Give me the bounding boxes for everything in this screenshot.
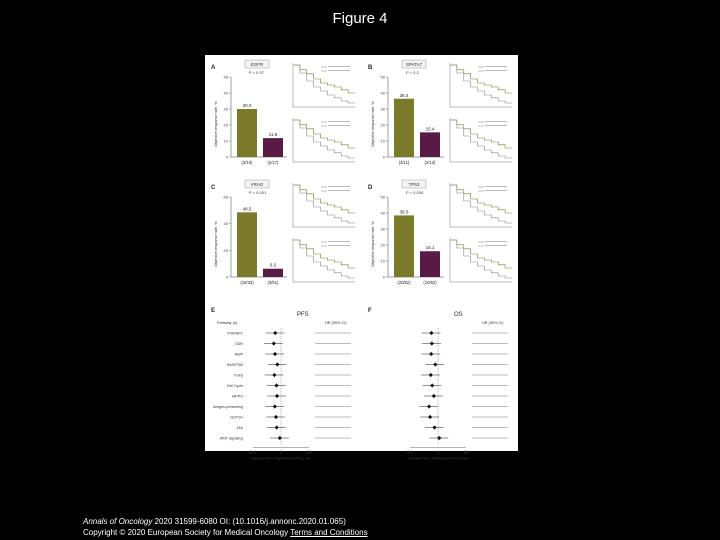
y-tick-label: 20 — [223, 122, 228, 128]
forest-row-label: PI3K/AKT — [227, 331, 243, 336]
forest-hr-text-placeholder — [315, 427, 351, 428]
forest-foot-left: Favours PD-L1 high — [408, 456, 439, 461]
citation — [83, 517, 346, 526]
figure-4 — [205, 55, 518, 461]
figure-graphics — [205, 55, 518, 461]
gene-label: SPATA7 — [405, 62, 423, 67]
gene-label: EGFR — [250, 62, 264, 67]
km-curve — [450, 120, 512, 148]
km-legend-text-placeholder — [485, 241, 507, 242]
bar-value-label: 38.5 — [399, 209, 409, 215]
p-value: P = 0.001 — [249, 190, 267, 195]
forest-hr-text-placeholder — [472, 385, 508, 386]
forest-hr-text-placeholder — [472, 406, 508, 407]
bar-value-label: 36.4 — [399, 92, 409, 98]
forest-point — [274, 415, 278, 419]
copyright — [83, 528, 368, 537]
bar — [237, 109, 257, 157]
forest-hr-text-placeholder — [472, 375, 508, 376]
forest-hr-text-placeholder — [472, 364, 508, 365]
km-legend-text-placeholder — [485, 186, 507, 187]
forest-row-label: Cell Cycle — [226, 384, 243, 388]
y-tick-label: 0 — [382, 274, 385, 280]
bar-n-label: (20/52) — [397, 280, 411, 285]
km-legend-text-placeholder — [485, 70, 507, 71]
bar-n-label: (16/33) — [240, 280, 254, 285]
forest-point — [429, 352, 433, 356]
y-tick-label: 30 — [380, 226, 385, 232]
terms-link[interactable]: Terms and Conditions — [290, 528, 368, 537]
forest-point — [273, 404, 277, 408]
forest-header-right: HR (95% CI) — [325, 321, 347, 325]
forest-hr-text-placeholder — [472, 438, 508, 439]
y-axis-label: Objective response rate, % — [214, 221, 218, 267]
forest-axis-label: 0.1 — [406, 449, 414, 455]
bar-value-label: 15.4 — [425, 126, 435, 132]
forest-row-label: RAS/PI3K — [226, 363, 243, 367]
forest-hr-text-placeholder — [472, 343, 508, 344]
km-legend-text-placeholder — [328, 245, 350, 246]
forest-point — [273, 331, 277, 335]
km-legend-text-placeholder — [485, 190, 507, 191]
km-curve — [450, 240, 512, 268]
panel-letter: D — [368, 185, 373, 191]
forest-point — [275, 425, 279, 429]
forest-point — [272, 373, 276, 377]
bar — [394, 215, 414, 277]
forest-point — [430, 383, 434, 387]
km-legend-text-placeholder — [328, 70, 350, 71]
forest-row-label: DDR — [235, 342, 243, 346]
km-legend-text-placeholder — [328, 241, 350, 242]
y-tick-label: 20 — [380, 122, 385, 128]
forest-hr-text-placeholder — [315, 417, 351, 418]
forest-point — [427, 404, 431, 408]
forest-hr-text-placeholder — [472, 354, 508, 355]
km-curve — [293, 120, 355, 148]
bar — [263, 269, 283, 277]
forest-hr-text-placeholder — [315, 406, 351, 407]
forest-row-label: TGFβ — [233, 373, 243, 378]
km-legend-text-placeholder — [328, 190, 350, 191]
y-tick-label: 30 — [380, 106, 385, 112]
bar-value-label: 30.0 — [242, 103, 252, 108]
y-tick-label: 50 — [380, 194, 385, 200]
forest-point — [274, 383, 278, 387]
y-tick-label: 50 — [223, 74, 228, 80]
forest-row-label: WNT signaling — [219, 436, 243, 441]
km-curve — [293, 185, 355, 213]
journal-name: Annals of Oncology — [83, 517, 153, 526]
bar — [420, 251, 440, 277]
bar — [237, 212, 257, 277]
bar — [263, 138, 283, 157]
km-legend-text-placeholder — [328, 125, 350, 126]
forest-row-label: Antigen-presenting — [212, 405, 243, 409]
bar-n-label: (2/17) — [267, 160, 279, 165]
forest-axis-label: 1 — [279, 449, 283, 455]
forest-hr-text-placeholder — [315, 333, 351, 334]
y-tick-label: 40 — [223, 90, 228, 96]
forest-hr-text-placeholder — [472, 333, 508, 334]
forest-axis-label: 0.1 — [249, 449, 257, 455]
p-value: P = 0.2 — [406, 70, 419, 75]
forest-hr-text-placeholder — [472, 396, 508, 397]
y-tick-label: 50 — [380, 74, 385, 80]
bar — [394, 99, 414, 157]
forest-hr-text-placeholder — [315, 385, 351, 386]
km-legend-text-placeholder — [485, 121, 507, 122]
y-tick-label: 60 — [223, 194, 228, 200]
y-axis-label: Objective response rate, % — [371, 221, 375, 267]
forest-point — [278, 436, 282, 440]
km-curve — [450, 185, 512, 213]
km-legend-text-placeholder — [328, 121, 350, 122]
y-tick-label: 40 — [380, 210, 385, 216]
panel-letter: E — [211, 308, 216, 314]
forest-foot-right: Favours PD-L1 low — [281, 456, 311, 461]
forest-hr-text-placeholder — [315, 343, 351, 344]
forest-point — [429, 373, 433, 377]
gene-label: TP53 — [408, 182, 420, 187]
forest-axis-label: 10 — [463, 449, 469, 455]
y-tick-label: 10 — [380, 138, 385, 144]
y-tick-label: 0 — [225, 274, 228, 280]
forest-point — [275, 394, 279, 398]
bar-value-label: 11.8 — [268, 132, 278, 138]
forest-hr-text-placeholder — [315, 396, 351, 397]
forest-point — [273, 352, 277, 356]
forest-point — [272, 341, 276, 345]
y-tick-label: 20 — [380, 242, 385, 248]
panel-letter: A — [211, 65, 216, 71]
forest-row-label: JAK — [236, 426, 243, 430]
km-legend-text-placeholder — [485, 125, 507, 126]
citation-details: 2020 31599-6080 OI: (10.1016/j.annonc.2020.01.065) — [152, 517, 346, 526]
panel-letter: C — [211, 185, 216, 191]
y-axis-label: Objective response rate, % — [214, 101, 218, 147]
bar-n-label: (2/13) — [424, 160, 436, 165]
forest-point — [275, 362, 279, 366]
forest-point — [433, 362, 437, 366]
y-tick-label: 40 — [223, 221, 228, 227]
slide-title: Figure 4 — [332, 10, 388, 27]
forest-row-label: RB/P — [234, 352, 243, 357]
bar-value-label: 6.2 — [269, 262, 277, 268]
forest-hr-text-placeholder — [472, 427, 508, 428]
copyright-text: Copyright © 2020 European Society for Medical Oncology — [83, 528, 291, 537]
forest-axis-label: 10 — [306, 449, 312, 455]
y-tick-label: 10 — [223, 138, 228, 144]
y-axis-label: Objective response rate, % — [371, 101, 375, 147]
y-tick-label: 40 — [380, 90, 385, 96]
km-curve — [293, 240, 355, 268]
y-tick-label: 20 — [223, 247, 228, 253]
km-curve — [293, 65, 355, 93]
km-curve — [450, 65, 512, 93]
forest-point — [437, 436, 441, 440]
y-tick-label: 10 — [380, 258, 385, 264]
bar-n-label: (10/62) — [423, 280, 437, 285]
forest-header-left: Pathway (n) — [217, 321, 238, 325]
y-tick-label: 0 — [382, 154, 385, 160]
forest-hr-text-placeholder — [315, 375, 351, 376]
bar-n-label: (3/51) — [267, 280, 279, 285]
bar-value-label: 48.5 — [242, 206, 252, 212]
forest-title: PFS — [297, 312, 309, 318]
y-tick-label: 0 — [225, 154, 228, 160]
forest-foot-right: Favours PD-L1 low — [438, 456, 468, 461]
forest-title: OS — [454, 312, 463, 318]
forest-point — [430, 341, 434, 345]
forest-point — [428, 415, 432, 419]
forest-foot-left: Favours PD-L1 high — [251, 456, 282, 461]
y-tick-label: 30 — [223, 106, 228, 112]
forest-axis-label: 1 — [436, 449, 440, 455]
forest-row-label: HIPPO — [231, 394, 243, 399]
km-legend-text-placeholder — [485, 66, 507, 67]
bar-value-label: 16.1 — [425, 245, 435, 251]
forest-point — [432, 394, 436, 398]
bar-n-label: (3/10) — [241, 160, 253, 165]
forest-point — [429, 331, 433, 335]
forest-hr-text-placeholder — [315, 364, 351, 365]
forest-hr-text-placeholder — [472, 417, 508, 418]
km-legend-text-placeholder — [328, 186, 350, 187]
km-legend-text-placeholder — [328, 66, 350, 67]
forest-point — [432, 425, 436, 429]
km-legend-text-placeholder — [485, 245, 507, 246]
panel-letter: F — [368, 308, 372, 314]
p-value: P = 0.37 — [249, 70, 264, 75]
forest-header-right: HR (95% CI) — [482, 321, 504, 325]
forest-hr-text-placeholder — [315, 354, 351, 355]
panel-letter: B — [368, 65, 373, 71]
forest-row-label: NOTCH — [230, 415, 243, 420]
bar — [420, 132, 440, 157]
forest-hr-text-placeholder — [315, 438, 351, 439]
p-value: P = 0.005 — [406, 190, 424, 195]
bar-n-label: (4/11) — [398, 160, 410, 165]
gene-label: VRAG — [250, 182, 264, 187]
